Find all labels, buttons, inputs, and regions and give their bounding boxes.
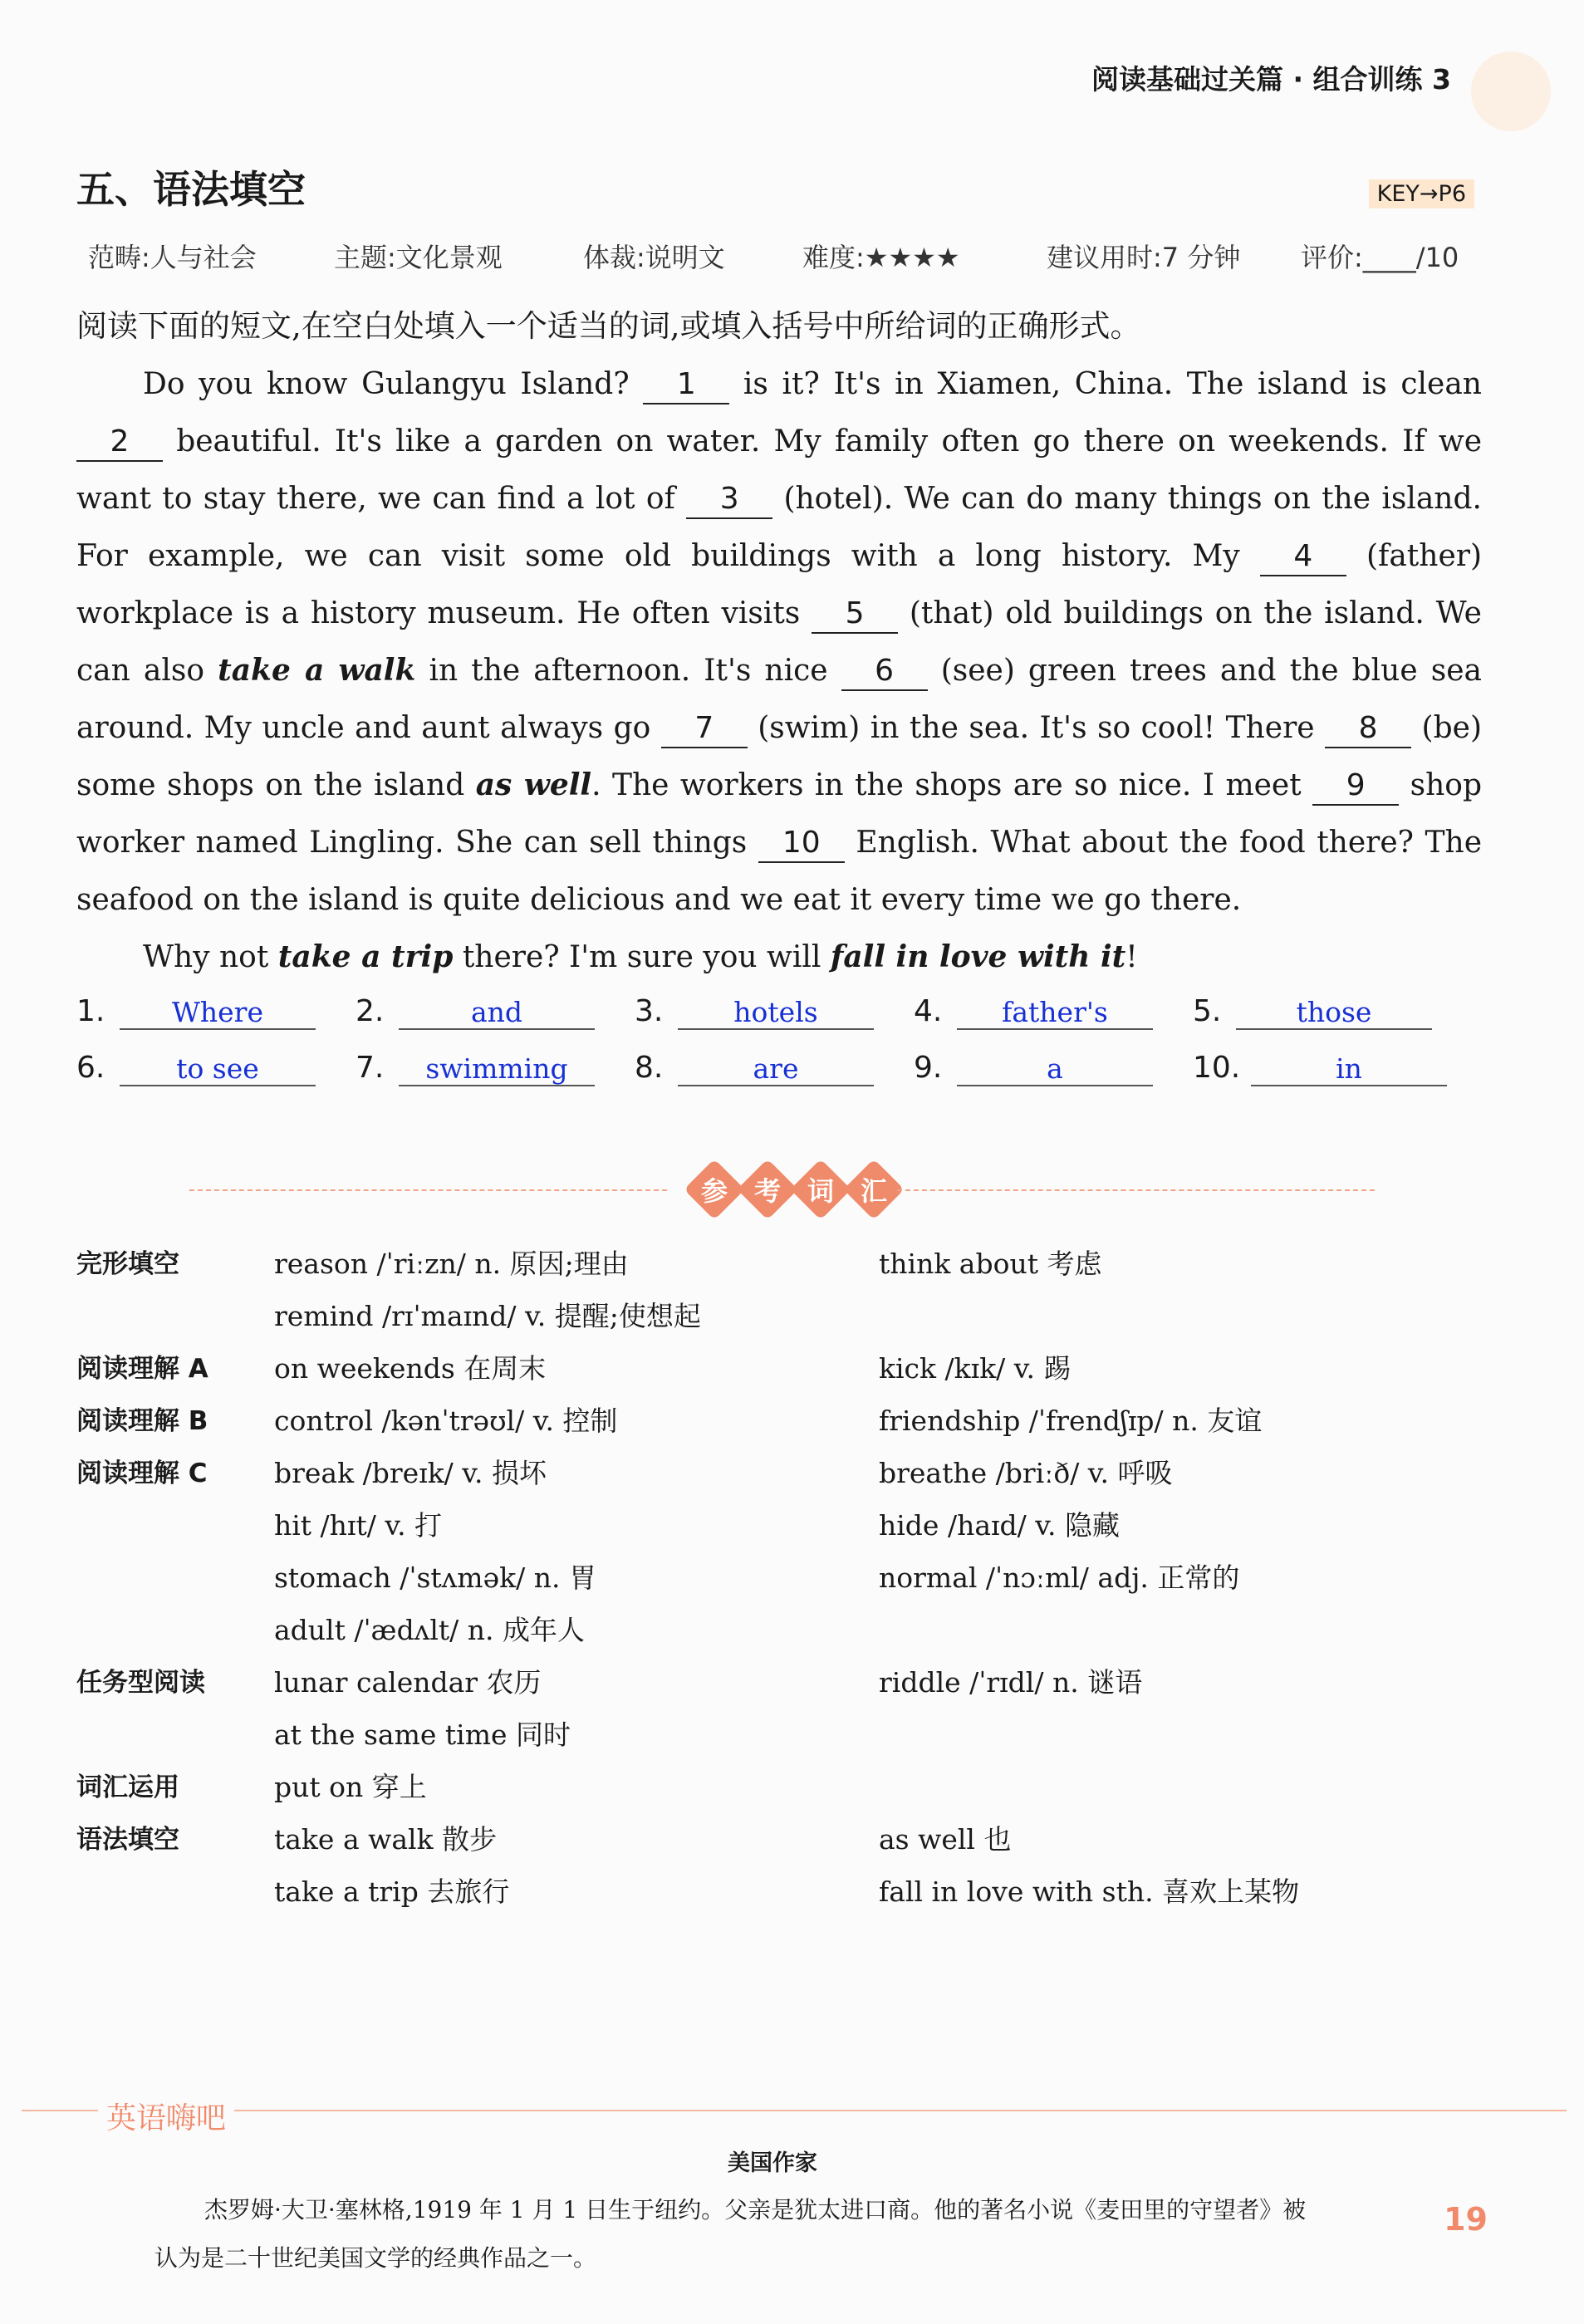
answer-number: 4. (914, 994, 943, 1028)
vocab-title-text: 汇 (860, 1174, 888, 1207)
vocab-title (689, 1163, 899, 1216)
answer-value[interactable]: those (1236, 996, 1432, 1030)
blank-7: 7 (661, 710, 748, 748)
vocab-entry: lunar calendar 农历 (274, 1666, 542, 1699)
passage-text: Why not (143, 940, 269, 974)
passage-text: English. What about the food there? The seafood on the island is quite delicious and we eat it every time we go there. (76, 826, 1483, 917)
passage-paragraph-1 (76, 355, 1482, 929)
blank-1: 1 (643, 366, 729, 404)
corner-decoration (1471, 51, 1551, 131)
vocab-category: 阅读理解 B (76, 1406, 208, 1436)
meta-time: 建议用时:7 分钟 (1047, 242, 1241, 273)
answer-number: 2. (356, 994, 385, 1028)
answer-item (635, 980, 884, 1030)
meta-score: 评价:____/10 (1301, 242, 1459, 273)
vocab-category: 阅读理解 C (76, 1459, 208, 1488)
vocab-entry: at the same time 同时 (274, 1718, 571, 1751)
answer-item (635, 1037, 884, 1086)
vocab-title-text: 参 (700, 1174, 728, 1207)
answer-value[interactable]: to see (120, 1052, 316, 1086)
vocab-title-text: 考 (753, 1174, 782, 1207)
answer-item (1193, 980, 1442, 1030)
vocab-entry: hit /hɪt/ v. 打 (274, 1509, 443, 1542)
answer-number: 7. (356, 1051, 385, 1085)
passage-text: is it? It's in Xiamen, China. The island is clean (743, 367, 1482, 401)
passage-text: beautiful. It's like a garden on water. My family often go there on weekends. If we want to stay there, we can find a lot of (76, 424, 1482, 516)
vocab-title-char (737, 1159, 798, 1220)
vocab-entry: as well 也 (879, 1823, 1012, 1856)
answer-value[interactable]: Where (120, 996, 316, 1030)
passage-text: (swim) in the sea. It's so cool! There (758, 711, 1315, 745)
vocab-entry: take a trip 去旅行 (274, 1875, 510, 1908)
answer-item (76, 1037, 326, 1086)
vocab-entry: adult /ˈædʌlt/ n. 成年人 (274, 1614, 585, 1646)
page-number: 19 (1444, 2201, 1488, 2238)
answer-value[interactable]: swimming (399, 1052, 595, 1086)
emphasis-phrase: as well (475, 767, 592, 802)
footer-line-2: 认为是二十世纪美国文学的经典作品之一。 (154, 2244, 597, 2272)
answer-number: 8. (635, 1051, 664, 1085)
footer-text (154, 2186, 1400, 2282)
answer-number: 10. (1193, 1051, 1241, 1085)
vocab-entry: kick /kɪk/ v. 踢 (879, 1352, 1072, 1385)
passage-text: ! (1125, 940, 1138, 974)
blank-9: 9 (1312, 767, 1399, 806)
answer-number: 1. (76, 994, 105, 1028)
footer-title: 美国作家 (728, 2150, 817, 2176)
blank-3: 3 (686, 481, 772, 519)
vocab-title-char (684, 1159, 745, 1220)
vocab-entry: take a walk 散步 (274, 1823, 498, 1856)
passage-text: (hotel). We can do many things on the island. For example, we can visit some old buildings with a long history. My (76, 482, 1482, 573)
vocab-entry: remind /rɪˈmaɪnd/ v. 提醒;使想起 (274, 1300, 701, 1332)
passage-text: (that) old buildings on the island. We can also (76, 596, 1482, 688)
passage-text: . The workers in the shops are so nice. I meet (591, 768, 1302, 802)
vocab-entry: normal /ˈnɔːml/ adj. 正常的 (879, 1562, 1240, 1594)
divider-left (189, 1189, 667, 1191)
passage-text: there? I'm sure you will (462, 940, 821, 974)
answer-value[interactable]: hotels (678, 996, 874, 1030)
section-title: 五、语法填空 (76, 167, 306, 212)
vocab-entry: breathe /briːð/ v. 呼吸 (879, 1457, 1173, 1489)
vocab-entry: hide /haɪd/ v. 隐藏 (879, 1509, 1120, 1542)
answer-number: 9. (914, 1051, 943, 1085)
vocab-entry: fall in love with sth. 喜欢上某物 (879, 1875, 1300, 1908)
answer-item (1193, 1037, 1467, 1086)
emphasis-phrase: take a trip (277, 939, 454, 974)
answer-item (76, 980, 326, 1030)
vocab-title-char (790, 1159, 851, 1220)
divider-right (897, 1189, 1375, 1191)
vocab-entry: think about 考虑 (879, 1248, 1102, 1280)
blank-2: 2 (76, 424, 163, 462)
meta-genre: 体裁:说明文 (583, 242, 725, 273)
passage-text: (see) green trees and the blue sea around. My uncle and aunt always go (76, 654, 1482, 745)
answer-number: 3. (635, 994, 664, 1028)
passage-text: shop worker named Lingling. She can sell things (76, 768, 1482, 860)
answer-item (356, 980, 605, 1030)
footer-divider (22, 2110, 1567, 2111)
emphasis-phrase: fall in love with it (830, 939, 1126, 974)
passage-text: (be) some shops on the island (76, 711, 1482, 802)
footer-tag: 英语嗨吧 (98, 2095, 234, 2137)
vocab-title-text: 词 (807, 1174, 835, 1207)
vocab-title-char (843, 1159, 905, 1220)
answer-item (914, 980, 1163, 1030)
answer-value[interactable]: and (399, 996, 595, 1030)
vocab-entry: riddle /ˈrɪdl/ n. 谜语 (879, 1666, 1143, 1699)
vocab-entry: put on 穿上 (274, 1771, 427, 1803)
footer-line-1: 杰罗姆·大卫·塞林格,1919 年 1 月 1 日生于纽约。父亲是犹太进口商。他的著名小说《麦田里的守望者》被 (204, 2196, 1307, 2223)
passage-paragraph-2 (76, 929, 1482, 986)
vocab-category: 任务型阅读 (76, 1668, 205, 1698)
answer-number: 6. (76, 1051, 105, 1085)
answer-value[interactable]: in (1251, 1052, 1447, 1086)
blank-4: 4 (1260, 538, 1346, 576)
meta-category: 范畴:人与社会 (88, 242, 257, 273)
vocab-category: 完形填空 (76, 1249, 179, 1279)
passage-text: in the afternoon. It's nice (429, 654, 828, 688)
vocab-entry: reason /ˈriːzn/ n. 原因;理由 (274, 1248, 629, 1280)
vocab-entry: control /kənˈtrəʊl/ v. 控制 (274, 1405, 618, 1437)
vocab-entry: stomach /ˈstʌmək/ n. 胃 (274, 1562, 596, 1594)
answer-number: 5. (1193, 994, 1222, 1028)
meta-difficulty: 难度:★★★★ (802, 242, 960, 273)
answer-item (356, 1037, 605, 1086)
vocab-category: 词汇运用 (76, 1772, 179, 1802)
passage-text: Do you know Gulangyu Island? (143, 367, 630, 401)
blank-8: 8 (1325, 710, 1411, 748)
answer-value[interactable]: father's (957, 996, 1153, 1030)
answer-value[interactable]: a (957, 1052, 1153, 1086)
blank-5: 5 (812, 596, 898, 634)
answer-value[interactable]: are (678, 1052, 874, 1086)
vocab-category: 语法填空 (76, 1825, 179, 1855)
answer-item (914, 1037, 1163, 1086)
answer-key-ref: KEY→P6 (1369, 179, 1474, 208)
blank-6: 6 (841, 653, 928, 691)
passage-text: (father) workplace is a history museum. He often visits (76, 539, 1483, 630)
blank-10: 10 (758, 825, 845, 863)
emphasis-phrase: take a walk (218, 653, 416, 688)
meta-theme: 主题:文化景观 (334, 242, 503, 273)
instruction: 阅读下面的短文,在空白处填入一个适当的词,或填入括号中所给词的正确形式。 (76, 308, 1141, 344)
vocab-category: 阅读理解 A (76, 1354, 208, 1384)
passage (76, 355, 1482, 986)
page-header: 阅读基础过关篇 · 组合训练 3 (1091, 63, 1451, 96)
vocab-entry: on weekends 在周末 (274, 1352, 547, 1385)
vocab-entry: friendship /ˈfrendʃɪp/ n. 友谊 (879, 1405, 1263, 1437)
vocab-entry: break /breɪk/ v. 损坏 (274, 1457, 547, 1489)
